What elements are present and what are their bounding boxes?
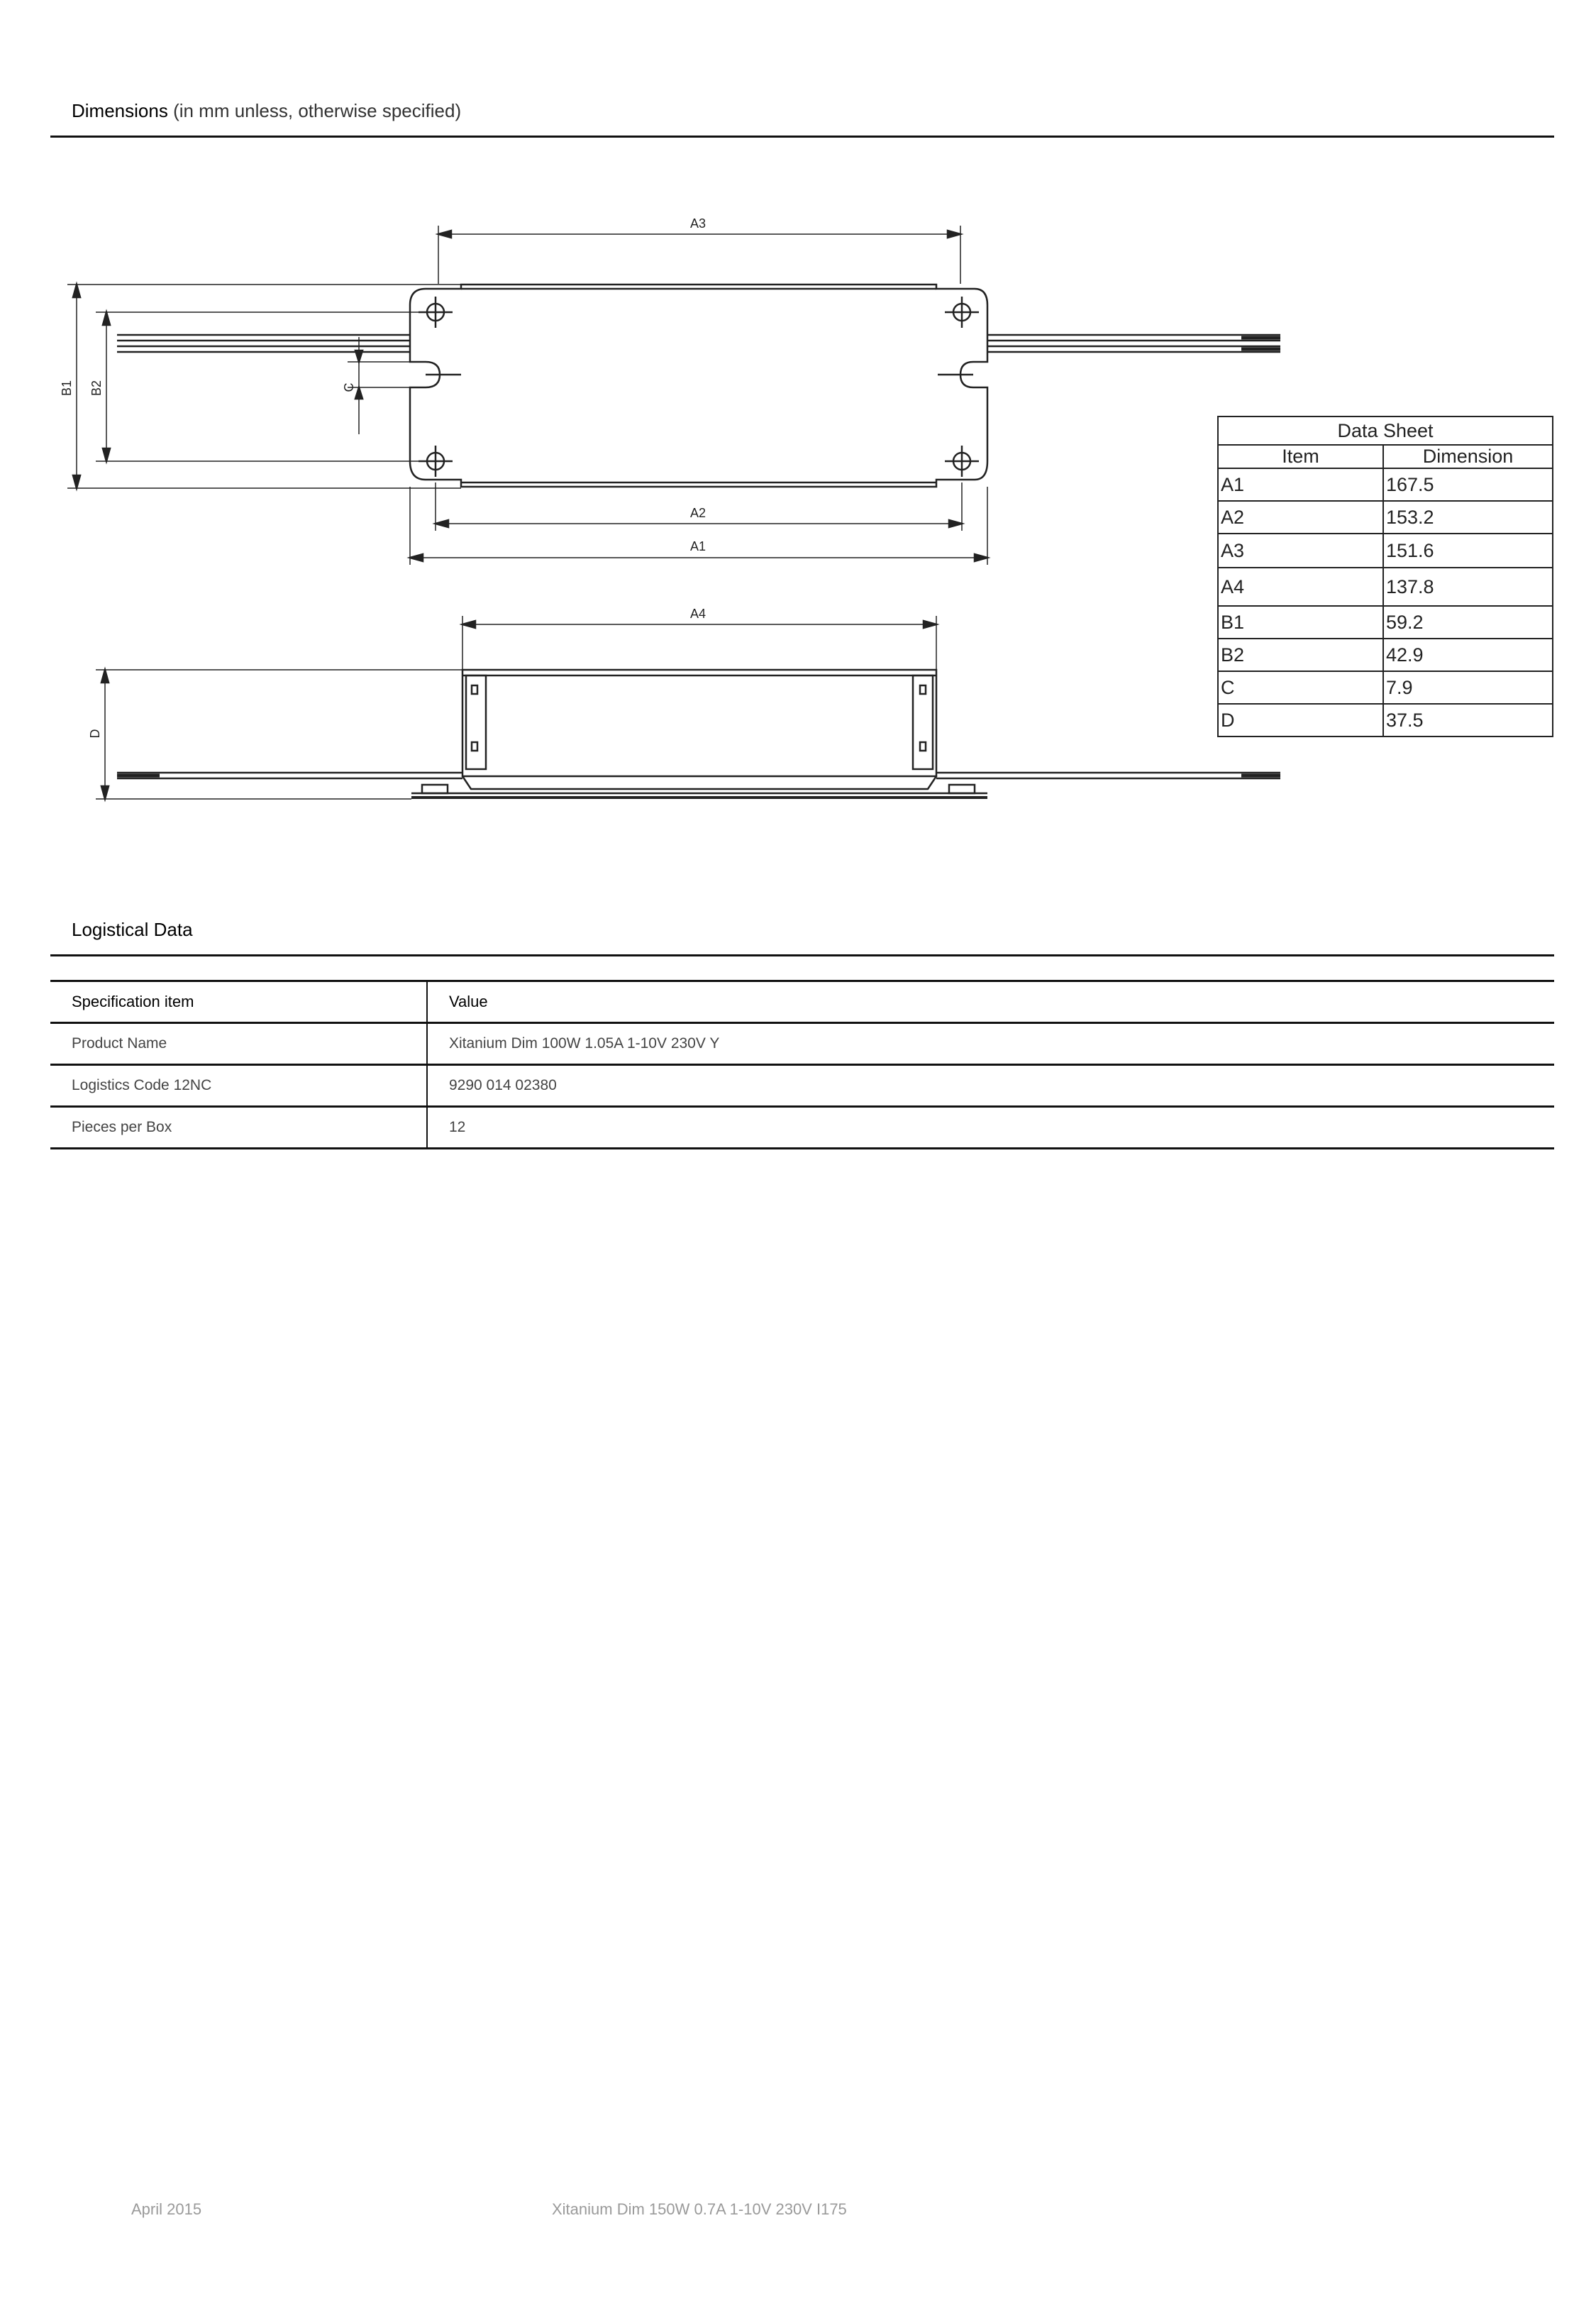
logistics-rule [50, 954, 1554, 956]
datasheet-table [1217, 416, 1553, 737]
table-row [50, 1023, 1554, 1065]
datasheet-value: 153.2 [1383, 501, 1553, 534]
logistics-header-value: Value [427, 981, 1554, 1023]
datasheet-item: B1 [1218, 606, 1383, 639]
label-a4: A4 [689, 607, 706, 621]
datasheet-header-item: Item [1218, 445, 1383, 468]
label-a3: A3 [689, 216, 706, 231]
datasheet-body [1218, 468, 1553, 737]
datasheet-item: A2 [1218, 501, 1383, 534]
side-view [96, 616, 1280, 799]
logistics-header-row [50, 981, 1554, 1023]
datasheet-value: 7.9 [1383, 671, 1553, 704]
logistics-item: Logistics Code 12NC [50, 1065, 427, 1107]
datasheet-item: A3 [1218, 534, 1383, 568]
dimensions-heading [72, 100, 461, 122]
datasheet-row [1218, 501, 1553, 534]
logistics-item: Pieces per Box [50, 1107, 427, 1149]
datasheet-value: 167.5 [1383, 468, 1553, 501]
datasheet-row [1218, 671, 1553, 704]
label-b2: B2 [89, 380, 104, 397]
datasheet-row [1218, 468, 1553, 501]
datasheet-item: B2 [1218, 639, 1383, 671]
datasheet-item: C [1218, 671, 1383, 704]
datasheet-row [1218, 639, 1553, 671]
datasheet-header-dimension: Dimension [1383, 445, 1553, 468]
label-b1: B1 [60, 380, 74, 397]
logistics-value: 12 [427, 1107, 1554, 1149]
label-a2: A2 [689, 506, 706, 520]
label-a1: A1 [689, 539, 706, 553]
datasheet-row [1218, 606, 1553, 639]
dimensions-rule [50, 136, 1554, 138]
footer-product: Xitanium Dim 150W 0.7A 1-10V 230V I175 [552, 2200, 847, 2218]
label-c: C [342, 382, 356, 392]
table-row [50, 1107, 1554, 1149]
datasheet-title: Data Sheet [1218, 416, 1553, 445]
dimensions-title: Dimensions [72, 100, 168, 121]
datasheet-item: A1 [1218, 468, 1383, 501]
dimension-drawing [43, 206, 1291, 816]
datasheet-row [1218, 534, 1553, 568]
datasheet-value: 42.9 [1383, 639, 1553, 671]
logistics-title: Logistical Data [72, 919, 193, 940]
logistics-header-item: Specification item [50, 981, 427, 1023]
datasheet-item: D [1218, 704, 1383, 737]
datasheet-value: 37.5 [1383, 704, 1553, 737]
datasheet-row [1218, 704, 1553, 737]
datasheet-value: 137.8 [1383, 568, 1553, 606]
logistics-item: Product Name [50, 1023, 427, 1065]
table-row [50, 1065, 1554, 1107]
logistics-table [50, 980, 1554, 1149]
datasheet-value: 59.2 [1383, 606, 1553, 639]
label-d: D [88, 729, 102, 739]
datasheet-item: A4 [1218, 568, 1383, 606]
footer-date: April 2015 [131, 2200, 202, 2218]
top-view [67, 226, 1280, 565]
logistics-value: 9290 014 02380 [427, 1065, 1554, 1107]
datasheet-row [1218, 568, 1553, 606]
datasheet-value: 151.6 [1383, 534, 1553, 568]
dimensions-subtitle: (in mm unless, otherwise specified) [173, 100, 462, 121]
logistics-value: Xitanium Dim 100W 1.05A 1-10V 230V Y [427, 1023, 1554, 1065]
